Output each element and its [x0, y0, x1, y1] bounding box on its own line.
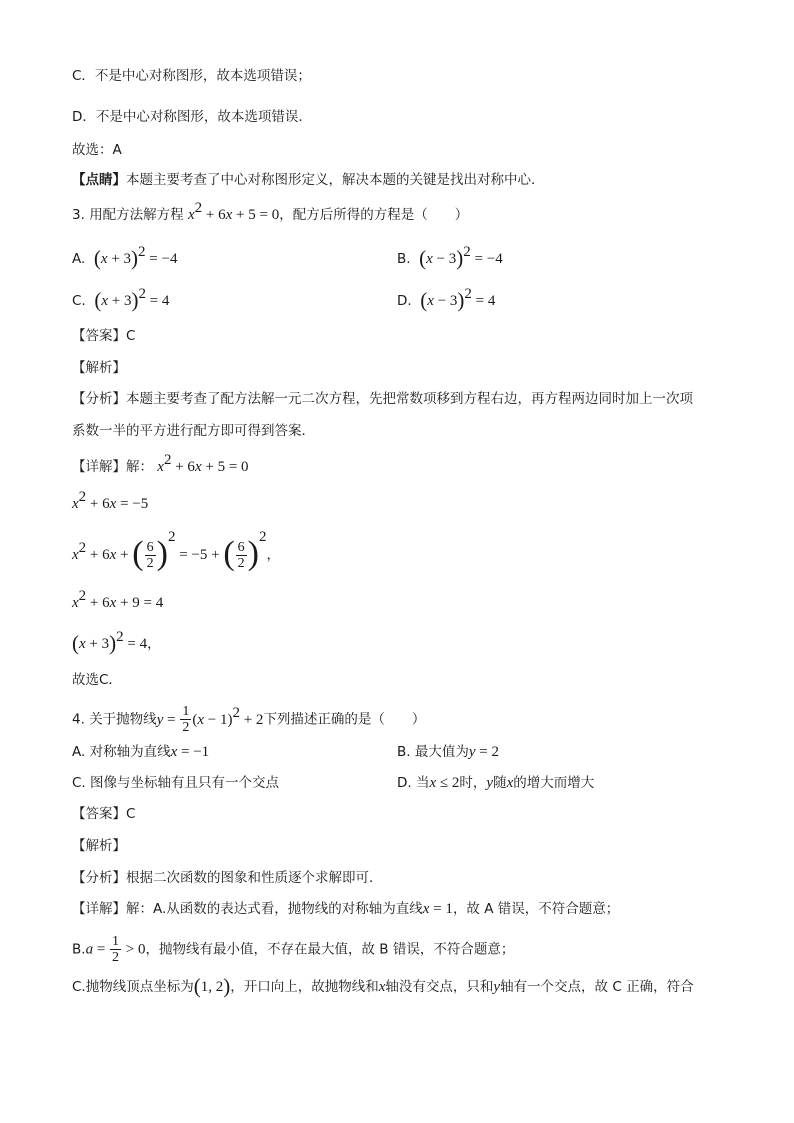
q4-option-d-pre: D. 当 [397, 775, 430, 791]
q3-answer: 【答案】C [72, 328, 136, 344]
q4-option-b: B. 最大值为y = 2 [397, 744, 499, 760]
q4-option-d: D. 当x ≤ 2时，y随x的增大而增大 [397, 775, 595, 791]
q4-stem [72, 704, 425, 735]
choice-line: 故选：A [72, 142, 122, 158]
q3-option-c [72, 286, 170, 312]
q4-detail-b-pre: B. [72, 941, 86, 958]
q4-detail-b-post: ，抛物线有最小值，不存在最大值，故 B 错误，不符合题意； [145, 941, 515, 958]
q4-analysis: 【解析】 [72, 838, 126, 854]
q4-detail-a-post: ，故 A 错误，不符合题意； [452, 901, 620, 917]
q4-option-d-mid2: 随 [493, 775, 507, 791]
q3-step-1: $x^2 + 6x = -5$ [72, 489, 149, 512]
q4-option-d-post: 的增大而增大 [513, 775, 595, 791]
q4-stem-post: 下列描述正确的是（ ） [263, 711, 426, 728]
q3-fenxi-2: 系数一半的平方进行配方即可得到答案． [72, 423, 315, 439]
q3-number: 3. [72, 207, 85, 223]
q4-number: 4. [72, 711, 85, 728]
q3-option-b [397, 244, 503, 270]
q4-answer: 【答案】C [72, 806, 136, 822]
q4-option-a: A. 对称轴为直线x = −1 [72, 744, 210, 760]
q3-detail-tag: 【详解】 [72, 459, 126, 475]
q4-detail-c-pre: C.抛物线顶点坐标为 [72, 979, 194, 995]
q4-detail-tag: 【详解】 [72, 901, 126, 917]
comment-text: 本题主要考查了中心对称图形定义，解决本题的关键是找出对称中心． [126, 172, 545, 188]
q4-detail-c-mid: ，开口向上，故抛物线和 [230, 979, 379, 995]
q4-detail-a-pre: 解：A.从函数的表达式看，抛物线的对称轴为直线 [126, 901, 423, 917]
q3-option-b-formula: $(x - 3)^2 = -4$ [419, 244, 503, 270]
q4-detail-c: C.抛物线顶点坐标为(1, 2)，开口向上，故抛物线和x轴没有交点，只和y轴有一个交点，故 C 正确，符合 [72, 974, 694, 998]
q4-stem-pre: 关于抛物线 [89, 711, 157, 728]
q3-stem [72, 200, 469, 225]
q4-detail-c-post: 轴有一个交点，故 C 正确，符合 [500, 979, 694, 995]
q4-parabola: y = $\frac{1}{2}$ $(x - 1)^2 + 2$ [156, 704, 264, 735]
q4-detail-b: B.a = $\frac{1}{2}$ > 0，抛物线有最小值，不存在最大值，故 B 错误，不符合题意； [72, 934, 515, 965]
q3-option-d-formula: $(x - 3)^2 = 4$ [420, 286, 496, 312]
q4-option-d-mid: 时， [459, 775, 487, 791]
q3-option-a [72, 244, 178, 270]
q3-choose: 故选C． [72, 672, 122, 688]
q4-detail-a: 【详解】解：A.从函数的表达式看，抛物线的对称轴为直线x = 1，故 A 错误，不符合题意； [72, 901, 620, 917]
q3-analysis: 【解析】 [72, 360, 126, 376]
q3-fenxi-text-1: 本题主要考查了配方法解一元二次方程，先把常数项移到方程右边，再方程两边同时加上一次项 [126, 391, 693, 407]
q4-option-b-text: B. 最大值为 [397, 744, 469, 760]
q3-detail: 【详解】解： $x^2 + 6x + 5 = 0$ [72, 452, 249, 475]
option-c-explanation: C．不是中心对称图形，故本选项错误； [72, 68, 311, 84]
comment-line [72, 170, 545, 190]
q3-detail-pre: 解： [126, 459, 153, 475]
q3-stem-post: ，配方后所得的方程是（ ） [279, 207, 469, 223]
q4-detail-c-mid2: 轴没有交点，只和 [385, 979, 494, 995]
q4-fenxi-text: 根据二次函数的图象和性质逐个求解即可． [126, 870, 383, 886]
q3-option-a-label: A. [72, 251, 86, 267]
q3-fenxi-tag: 【分析】 [72, 391, 126, 407]
q4-option-a-text: A. 对称轴为直线 [72, 744, 171, 760]
comment-tag: 【点睛】 [72, 172, 126, 188]
q3-option-b-label: B. [397, 251, 411, 267]
q3-step-2: $x^2 + 6x$ + ( $\frac{6}{2}$ )$^2$ = −5 + ( $\frac{6}{2}$ )$^2$， [72, 529, 280, 572]
q3-option-c-formula: $(x + 3)^2 = 4$ [94, 286, 170, 312]
q3-step-4: $(x + 3)^2 = 4$， [72, 629, 161, 655]
q3-step-3: $x^2 + 6x + 9 = 4$ [72, 588, 164, 611]
q3-option-a-formula: $(x + 3)^2 = -4$ [93, 244, 178, 270]
q4-fenxi-tag: 【分析】 [72, 870, 126, 886]
q4-fenxi [72, 868, 383, 888]
option-d-explanation: D．不是中心对称图形，故本选项错误． [72, 109, 312, 125]
q3-option-d [397, 286, 496, 312]
q3-stem-pre: 用配方法解方程 [89, 207, 184, 223]
q4-option-c: C. 图像与坐标轴有且只有一个交点 [72, 775, 280, 791]
q3-fenxi-1 [72, 389, 693, 409]
q3-option-d-label: D. [397, 293, 412, 309]
q3-option-c-label: C. [72, 293, 86, 309]
q3-equation: $x^2 + 6x + 5 = 0$ [187, 200, 280, 223]
